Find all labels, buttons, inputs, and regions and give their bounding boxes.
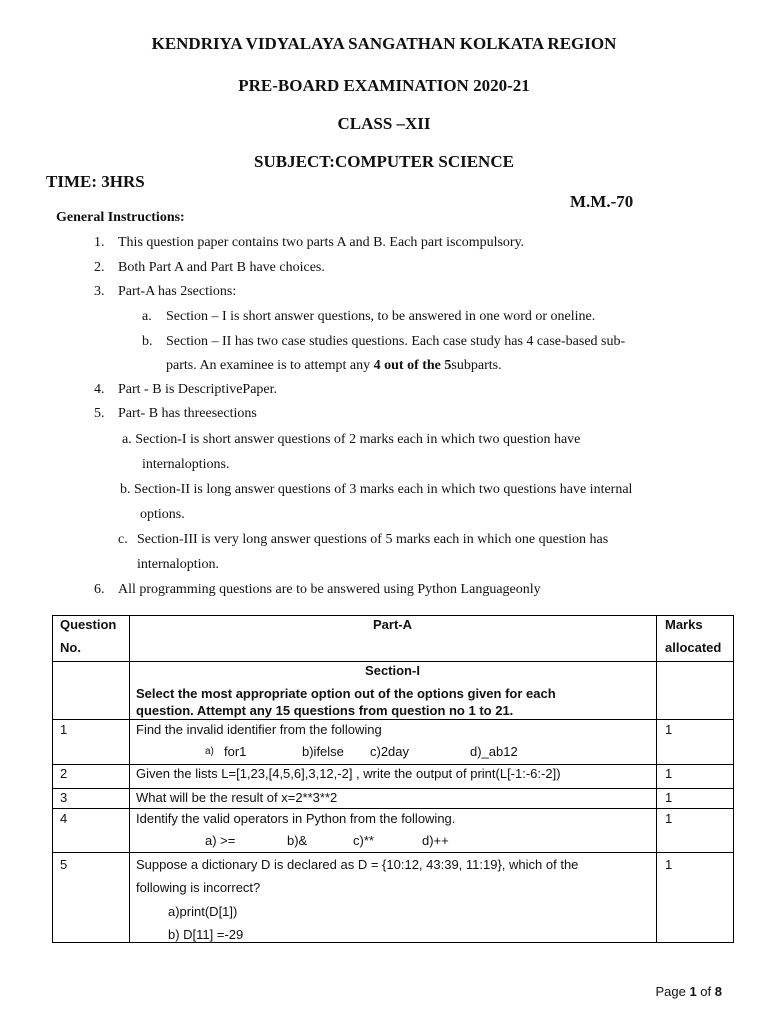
instruction-subitem-cont: internaloption. [137, 557, 220, 572]
question-text: Given the lists L=[1,23,[4,5,6],3,12,-2] , write the output of print(L[-1:-6:-2]) [136, 766, 561, 781]
instruction-number: 3. [94, 284, 105, 299]
question-marks: 1 [665, 790, 673, 805]
section-title: Section-I [365, 663, 420, 678]
instruction-item: All programming questions are to be answered using Python Languageonly [118, 582, 541, 597]
option: a)print(D[1]) [168, 904, 238, 919]
option: for1 [224, 744, 247, 759]
option: d)++ [422, 833, 449, 848]
instruction-subnumber: c. [118, 532, 128, 547]
question-marks: 1 [665, 766, 673, 781]
instruction-subitem: b. Section-II is long answer questions of 3 marks each in which two questions have internal [120, 482, 633, 497]
question-text: What will be the result of x=2**3**2 [136, 790, 338, 805]
instruction-number: 1. [94, 235, 105, 250]
instruction-subnumber: a. [142, 309, 152, 324]
row-divider [53, 764, 733, 765]
column-divider [656, 616, 657, 942]
subject-title: SUBJECT:COMPUTER SCIENCE [254, 152, 514, 171]
question-marks: 1 [665, 811, 673, 826]
instruction-subitem-cont: options. [140, 507, 185, 522]
row-divider [53, 788, 733, 789]
instruction-subitem: Section – I is short answer questions, to be answered in one word or oneline. [166, 309, 596, 324]
instruction-subitem: Section – II has two case studies questions. Each case study has 4 case-based sub- [166, 334, 626, 349]
instruction-number: 5. [94, 406, 105, 421]
instruction-item: Part - B is DescriptivePaper. [118, 382, 278, 397]
instruction-subitem: Section-III is very long answer questions of 5 marks each in which one question has [137, 532, 609, 547]
option: c)** [353, 833, 374, 848]
question-text: Suppose a dictionary D is declared as D = {10:12, 43:39, 11:19}, which of the [136, 857, 579, 872]
option-label: a) [205, 746, 214, 757]
header-part: Part-A [372, 617, 412, 632]
instruction-emphasis: 4 out of the 5 [373, 358, 452, 373]
section-note: Select the most appropriate option out of the options given for each [136, 686, 556, 701]
row-divider [53, 852, 733, 853]
time-label: TIME: 3HRS [46, 172, 145, 191]
option: a) >= [205, 833, 236, 848]
option: b)& [287, 833, 308, 848]
question-number: 2 [60, 766, 68, 781]
row-divider [53, 661, 733, 662]
option: b) D[11] =-29 [168, 927, 244, 942]
max-marks-label: M.M.-70 [570, 192, 634, 211]
instruction-subitem: a. Section-I is short answer questions of 2 marks each in which two question have [122, 432, 581, 447]
question-table [52, 615, 734, 943]
page-of: of [700, 984, 712, 999]
section-note-cont: question. Attempt any 15 questions from question no 1 to 21. [136, 703, 514, 718]
row-divider [53, 719, 733, 720]
instruction-text: subparts. [451, 358, 502, 373]
question-number: 3 [60, 790, 68, 805]
instruction-subnumber: b. [142, 334, 153, 349]
instruction-item: Both Part A and Part B have choices. [118, 260, 325, 275]
option: d)_ab12 [470, 744, 518, 759]
page-total: 8 [714, 984, 722, 999]
question-number: 4 [60, 811, 68, 826]
question-marks: 1 [665, 857, 673, 872]
question-text: Identify the valid operators in Python from the following. [136, 811, 456, 826]
exam-title: PRE-BOARD EXAMINATION 2020-21 [238, 76, 530, 95]
header-question-no: Question [60, 617, 117, 632]
instruction-item: Part-A has 2sections: [118, 284, 237, 299]
option: c)2day [370, 744, 410, 759]
instruction-number: 2. [94, 260, 105, 275]
header-marks-cont: allocated [665, 640, 722, 655]
instruction-item: This question paper contains two parts A and B. Each part iscompulsory. [118, 235, 525, 250]
page-indicator [655, 984, 722, 999]
header-marks: Marks [665, 617, 703, 632]
instructions-heading: General Instructions: [56, 210, 185, 225]
option: b)ifelse [302, 744, 344, 759]
instruction-number: 4. [94, 382, 105, 397]
page-label: Page [655, 984, 686, 999]
question-text: Find the invalid identifier from the following [136, 722, 382, 737]
instruction-number: 6. [94, 582, 105, 597]
question-text-cont: following is incorrect? [136, 880, 261, 895]
class-title: CLASS –XII [337, 114, 431, 133]
instruction-subitem-cont: internaloptions. [142, 457, 230, 472]
question-number: 5 [60, 857, 68, 872]
instruction-item: Part- B has threesections [118, 406, 257, 421]
header-question-no-cont: No. [60, 640, 81, 655]
instruction-text: parts. An examinee is to attempt any [166, 358, 374, 373]
page-current: 1 [689, 984, 697, 999]
question-marks: 1 [665, 722, 673, 737]
question-number: 1 [60, 722, 68, 737]
row-divider [53, 808, 733, 809]
org-title: KENDRIYA VIDYALAYA SANGATHAN KOLKATA REGION [151, 34, 617, 53]
instruction-subitem-cont [166, 358, 502, 374]
